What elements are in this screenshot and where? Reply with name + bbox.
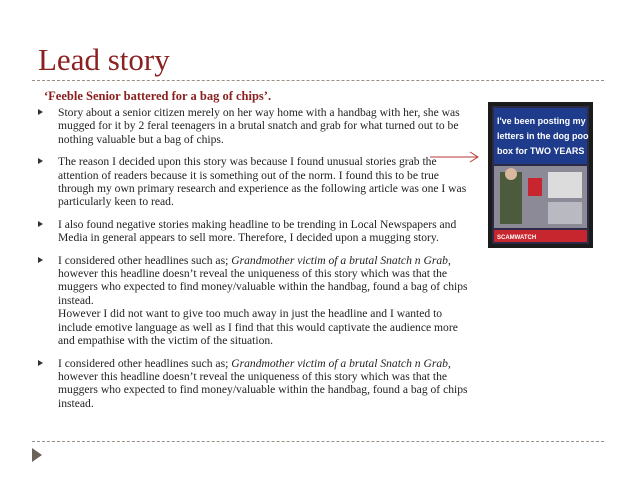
next-slide-icon[interactable]: [32, 448, 42, 462]
slide-title: Lead story: [38, 42, 170, 77]
footer-divider: [32, 441, 604, 442]
clipping-headline-line2: letters in the dog poo: [497, 131, 589, 141]
bullet-text-extra: However I did not want to give too much away in just the headline and I wanted to include emotive language as well as I find that this would captivate the audience more and empathise with the victim of the situation.: [58, 307, 458, 348]
story-headline: ‘Feeble Senior battered for a bag of chips’.: [44, 89, 272, 103]
bullet-text: Story about a senior citizen merely on her way home with a handbag with her, she was mugged for it by 2 feral teenagers in a brutal snatch and grab for what turned out to be nothing valuable but a bag of chips.: [58, 106, 460, 146]
bullet-text-suffix: , however this headline doesn’t reveal the uniqueness of this story which was that the muggers who expected to find money/valuable within the handbag, found a bag of chips instead.: [58, 253, 468, 307]
bullet-text: I also found negative stories making headline to be trending in Local Newspapers and Media in general appears to sell more. Therefore, I decided upon a mugging story.: [58, 217, 457, 245]
bullet-text-prefix: I considered other headlines such as;: [58, 356, 232, 370]
bullet-text-italic: Grandmother victim of a brutal Snatch n Grab: [231, 356, 448, 370]
bullet-text-prefix: I considered other headlines such as;: [58, 253, 232, 267]
clipping-footer: SCAMWATCH: [497, 235, 537, 241]
clipping-headline-line1: I've been posting my: [497, 116, 586, 126]
clipping-headline-line3: box for TWO YEARS: [497, 146, 585, 156]
bullet-text-italic: Grandmother victim of a brutal Snatch n Grab: [231, 253, 448, 267]
bullet-text-suffix: , however this headline doesn’t reveal the uniqueness of this story which was that the muggers who expected to find money/valuable within the handbag, found a bag of chips instead.: [58, 356, 468, 410]
bullet-text: The reason I decided upon this story was because I found unusual stories grab the attention of readers because it is something out of the norm. I found this to be true through my own primary research and experience as the following article was one I was particularly keen to read.: [58, 155, 467, 209]
newspaper-clipping-image: [488, 102, 593, 248]
